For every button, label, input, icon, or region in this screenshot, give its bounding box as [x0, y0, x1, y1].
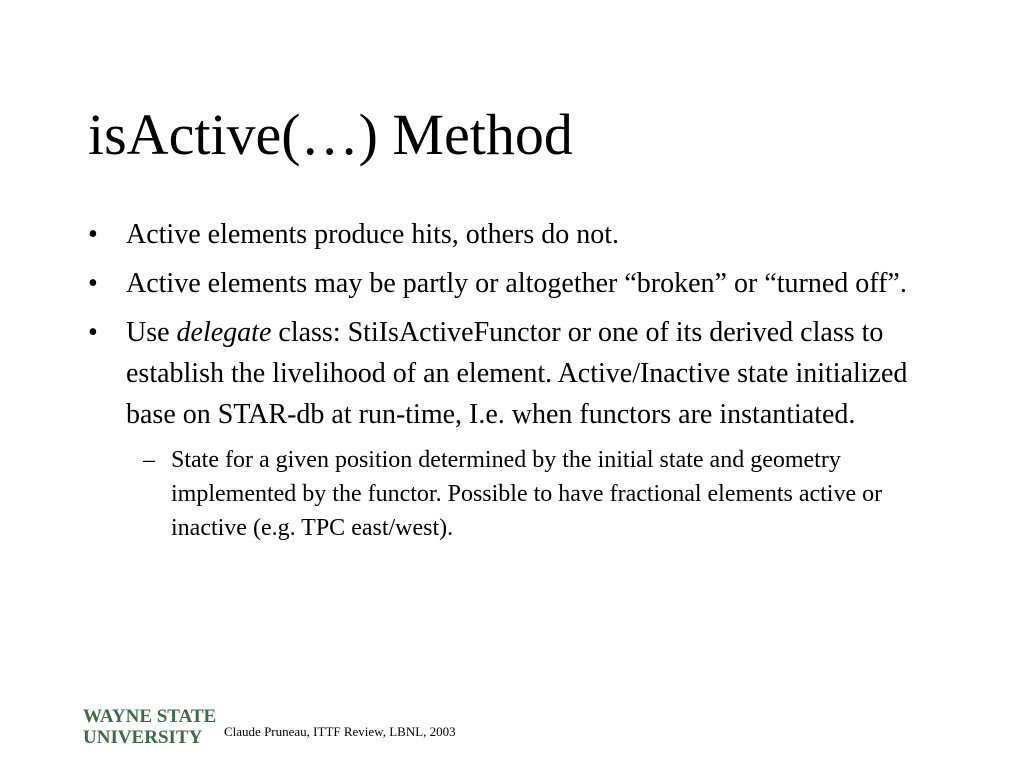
bullet-marker: •: [88, 268, 98, 299]
bullet-marker: •: [88, 317, 98, 348]
bullet-marker: •: [88, 219, 98, 250]
bullet-text-suffix: class: StiIsActiveFunctor or one of its derived class to establish the livelihood of an element. Active/Inactive state initialized base on STAR-db at run-time, I.e. when functors are instantiated.: [126, 317, 908, 430]
bullet-text: Active elements produce hits, others do not.: [126, 219, 619, 250]
bullet-item: [88, 214, 918, 255]
slide-body: [88, 214, 918, 545]
bullet-item: [88, 312, 918, 435]
slide-title: isActive(…) Method: [88, 102, 573, 167]
sub-bullet-item: [88, 443, 918, 545]
bullet-text: Active elements may be partly or altogether “broken” or “turned off”.: [126, 268, 907, 299]
bullet-text-prefix: Use: [126, 317, 177, 348]
sub-bullet-text: State for a given position determined by the initial state and geometry implemented by the functor. Possible to have fractional elements active or inactive (e.g. TPC east/west).: [171, 447, 883, 541]
wayne-state-logo: [83, 706, 217, 750]
bullet-item: [88, 263, 918, 304]
sub-bullet-marker: –: [143, 447, 155, 473]
logo-line-1: WAYNE STATE: [83, 706, 217, 727]
logo-line-2: UNIVERSITY: [83, 727, 203, 748]
slide-footer: Claude Pruneau, ITTF Review, LBNL, 2003: [224, 724, 456, 739]
bullet-emphasis: delegate: [176, 317, 272, 348]
